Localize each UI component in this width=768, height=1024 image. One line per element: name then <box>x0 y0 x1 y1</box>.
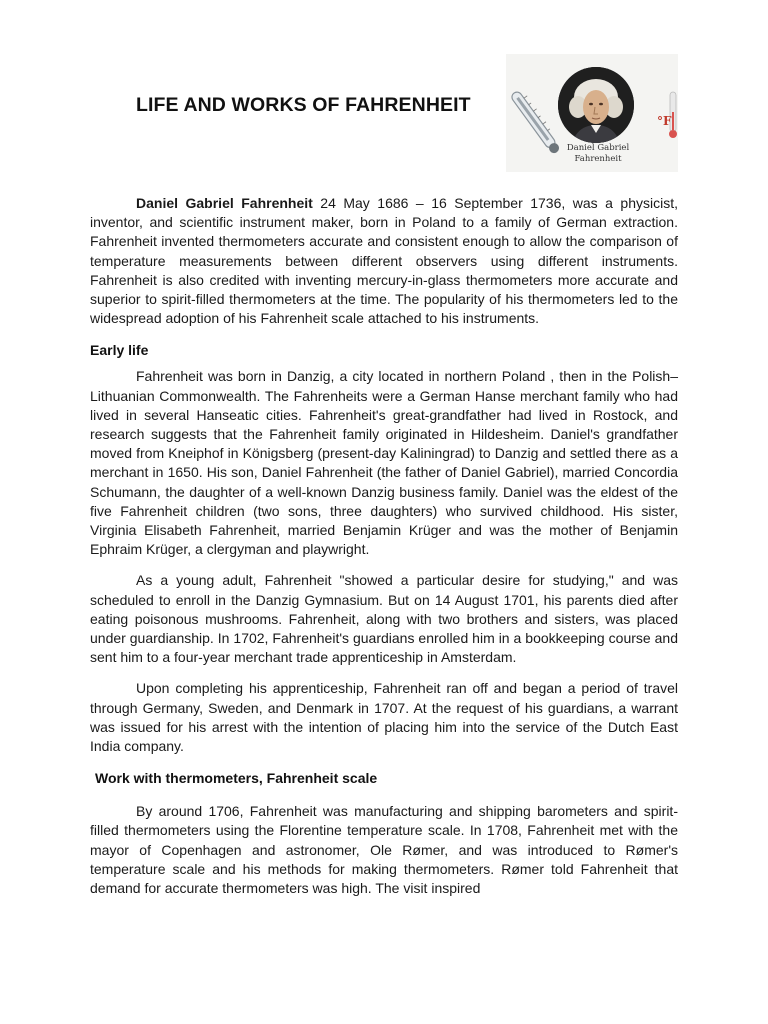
portrait-illustration <box>506 54 678 172</box>
portrait-caption-line2: Fahrenheit <box>574 154 622 164</box>
intro-paragraph <box>90 194 678 328</box>
intro-lead-name: Daniel Gabriel Fahrenheit <box>136 195 313 211</box>
document-body <box>90 194 678 898</box>
portrait-avatar <box>558 67 634 143</box>
section-heading-early-life: Early life <box>90 342 149 359</box>
intro-text: 24 May 1686 – 16 September 1736, was a physicist, inventor, and scientific instrument maker, born in Poland to a family of German extraction. Fahrenheit invented thermometers accurate and consistent enough to allow the comparison of temperature measurements between different observers using different instruments. Fahrenheit is also credited with inventing mercury-in-glass thermometers more accurate and superior to spirit-filled thermometers at the time. The popularity of his thermometers led to the widespread adoption of his Fahrenheit scale attached to his instruments. <box>90 195 678 327</box>
section-heading-work-with-thermometers: Work with thermometers, Fahrenheit scale <box>95 770 378 787</box>
fahrenheit-portrait-icon <box>558 67 634 143</box>
portrait-caption-line1: Daniel Gabriel <box>566 143 630 153</box>
paragraph: As a young adult, Fahrenheit "showed a particular desire for studying," and was scheduled to enroll in the Danzig Gymnasium. But on 14 August 1701, his parents died after eating poisonous mushrooms. Fahrenheit, along with two brothers and sisters, was placed under guardianship. In 1702, Fahrenheit's guardians enrolled him in a bookkeeping course and sent him to a four-year merchant trade apprenticeship in Amsterdam. <box>90 572 678 666</box>
document-title: LIFE AND WORKS OF FAHRENHEIT <box>136 94 471 116</box>
paragraph: By around 1706, Fahrenheit was manufacturing and shipping barometers and spirit-filled thermometers using the Florentine temperature scale. In 1708, Fahrenheit met with the mayor of Copenhagen and astronomer, Ole Rømer, and was introduced to Rømer's temperature scale and his methods for making thermometers. Rømer told Fahrenheit that demand for accurate thermometers was high. The visit inspired <box>90 803 678 897</box>
paragraph: Upon completing his apprenticeship, Fahrenheit ran off and began a period of travel through Germany, Sweden, and Denmark in 1707. At the request of his guardians, a warrant was issued for his arrest with the intention of placing him into the service of the Dutch East India company. <box>90 680 678 755</box>
fahrenheit-unit-symbol: °F <box>657 114 672 128</box>
portrait-caption <box>546 143 650 165</box>
paragraph: Fahrenheit was born in Danzig, a city located in northern Poland , then in the Polish–Lithuanian Commonwealth. The Fahrenheits were a German Hanse merchant family who had lived in several Hanseatic cities. Fahrenheit's great-grandfather had lived in Rostock, and research suggests that the Fahrenheit family originated in Hildesheim. Daniel's grandfather moved from Kneiphof in Königsberg (present-day Kaliningrad) to Danzig and settled there as a merchant in 1650. His son, Daniel Fahrenheit (the father of Daniel Gabriel), married Concordia Schumann, the daughter of a well-known Danzig business family. Daniel was the eldest of the five Fahrenheit children (two sons, three daughters) who survived childhood. His sister, Virginia Elisabeth Fahrenheit, married Benjamin Krüger and was the mother of Benjamin Ephraim Krüger, a clergyman and playwright. <box>90 368 678 558</box>
